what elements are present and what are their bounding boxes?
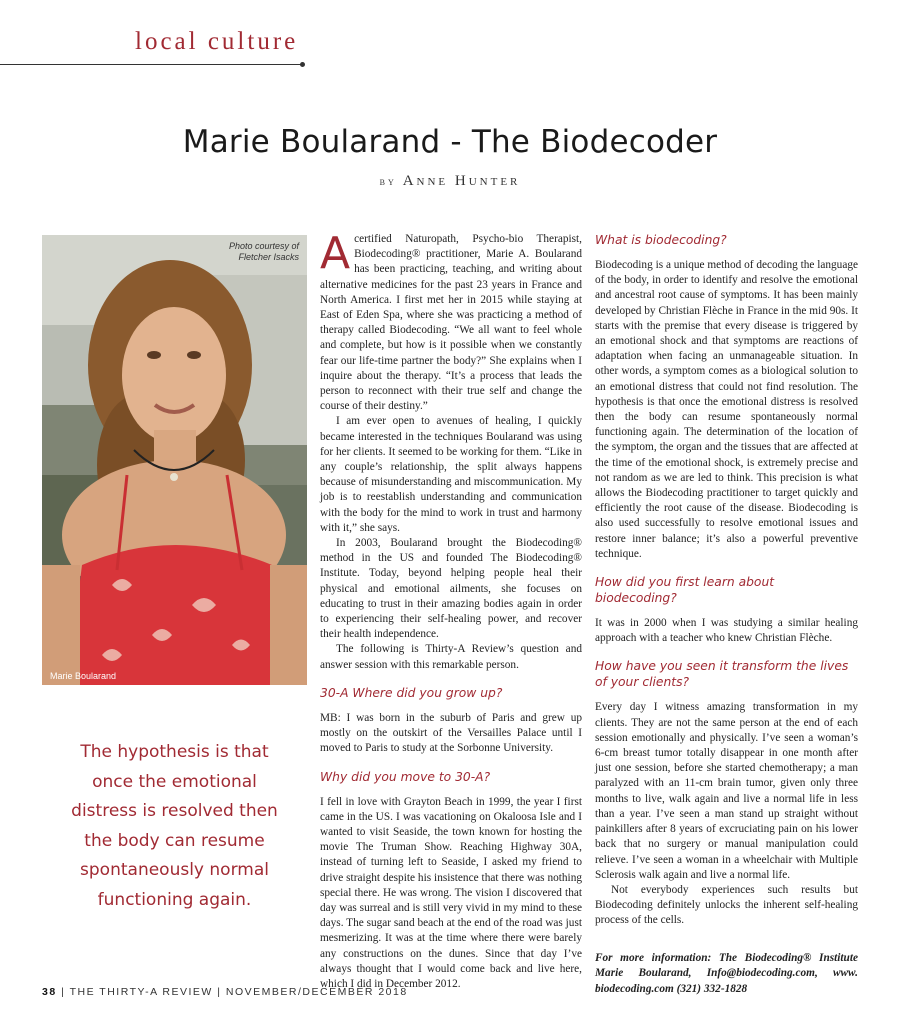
drop-cap: A xyxy=(320,228,351,279)
publication-info: THE THIRTY-A REVIEW | NOVEMBER/DECEMBER 2018 xyxy=(69,986,408,998)
byline xyxy=(0,173,900,190)
article-title: Marie Boularand - The Biodecoder xyxy=(182,124,718,160)
intro-paragraph-1-text: certified Naturopath, Psycho-bio Therapist, Biodecoding® practitioner, Marie A. Boularand has been practicing, teaching, and writing about alternative medicines for the past 23 years in France and North America. I first met her in 2015 while staying at East of Eden Spa, where she was practicing a method of therapy called Biodecoding. “We all want to feel whole and complete, but how is it possible when we constantly fear our life-time partner the body?” She explains when I inquire about the therapy. “It’s a process that leads the person to reconnect with their true self and change the course of their destiny.” xyxy=(320,233,582,413)
answer-paragraph: Every day I witness amazing transformation in my clients. They are not the same person at the end of each session emotionally and physically. I’ve seen a woman’s 6-cm breast tumor totally disappear in one month after just one session, before she started chemotherapy; a man paralyzed with an 11-cm brain tumor, given only three months to live, walk again and live a normal life in less than a year. I’ve seen a man stand up straight without painkillers after 8 years of excruciating pain on his lower back that no surgery or manual manipulation could relieve. I’ve seen a woman in a wheelchair with Multiple Sclerosis walk again and live a normal life. xyxy=(595,701,858,881)
intro-paragraph-1 xyxy=(320,228,582,414)
pull-quote: The hypothesis is that once the emotional distress is resolved then the body can resume spontaneously normal functioning again. xyxy=(71,742,278,910)
answer-paragraph: Not everybody experiences such results but Biodecoding definitely unlocks the inherent self-healing process of the cells. xyxy=(595,883,858,927)
article-column-right xyxy=(595,232,858,997)
question-heading: Why did you move to 30-A? xyxy=(320,769,491,784)
question-heading: How did you first learn about biodecoding? xyxy=(595,575,775,606)
intro-paragraph-2: I am ever open to avenues of healing, I quickly became interested in the techniques Boularand was using for her clients. It seemed to be working for them. “Like in any couple’s relationship, the split always happens because of misunderstanding and miscommunication. My job is to reestablish understanding and communication with the body for the mind to work in trust and harmony with it,” she says. xyxy=(320,415,582,534)
page-footer xyxy=(42,986,408,998)
question-heading: How have you seen it transform the lives of your clients? xyxy=(595,659,849,690)
photo-caption: Marie Boularand xyxy=(50,671,117,681)
section-divider-dot xyxy=(300,62,305,67)
photo-credit: Photo courtesy of Fletcher Isacks xyxy=(228,241,299,262)
section-label: local culture xyxy=(135,28,299,55)
intro-paragraph-4: The following is Thirty-A Review’s question and answer session with this remarkable person. xyxy=(320,643,582,671)
portrait-photo xyxy=(42,235,307,685)
section-divider xyxy=(0,64,302,65)
article-column-middle xyxy=(320,228,582,992)
question-heading: 30-A Where did you grow up? xyxy=(320,685,503,700)
portrait-illustration xyxy=(42,235,307,685)
answer-paragraph: MB: I was born in the suburb of Paris and grew up mostly on the outskirt of the Versailles Palace until I moved to Paris to study at the Sorbonne University. xyxy=(320,711,582,755)
contact-info: For more information: The Biodecoding® Institute Marie Boularand, Info@biodecoding.com, www. biodecoding.com (321) 332-1828 xyxy=(595,951,858,995)
question-heading: What is biodecoding? xyxy=(595,233,727,247)
intro-paragraph-3: In 2003, Boularand brought the Biodecoding® method in the US and founded The Biodecoding® Institute. Today, beyond helping people heal their physical and emotional ailments, she focuses on educating to trust in their amazing bodies again in order to experiencing their self-healing power, and recover their health independence. xyxy=(320,537,582,641)
byline-prefix: by xyxy=(379,174,397,188)
page-number: 38 xyxy=(42,986,57,998)
answer-paragraph: I fell in love with Grayton Beach in 1999, the year I first came in the US. I was vacationing on Okaloosa Isle and I wanted to visit Seaside, the town known for hosting the movie The Truman Show. Reaching Highway 30A, instead of turning left to Seaside, I asked my friend to drive straight despite his insistence that there was nothing special there. He was wrong. The vision I discovered that day was surreal and is still very vivid in my mind to these days. The sugar sand beach at the end of the road was just mesmerizing. It was at the time where there were barely any constructions on the dunes. Since that day I’ve always thought that I would come back and live here, which I did in December 2012. xyxy=(320,795,582,990)
answer-paragraph: It was in 2000 when I was studying a similar healing approach with a teacher who knew Christian Flèche. xyxy=(595,617,858,645)
byline-author: Anne Hunter xyxy=(402,173,521,189)
footer-separator: | xyxy=(61,986,66,998)
answer-paragraph: Biodecoding is a unique method of decoding the language of the body, in order to identify and resolve the emotional and ancestral root cause of symptoms. It has been mainly developed by Christian Flèche in France in the mid 90s. It starts with the premise that every disease is triggered by an emotional shock and that symptoms are reactions of adaptation when facing an unmanageable situation. In other words, a symptom comes as a biological solution to an emotional distress that could not find resolution. The hypothesis is that once the emotional distress is resolved then the body can resume spontaneously normal functioning again. The determination of the location of the symptom, the organ and the tissues that are affected at the time of the emotional shock, is extremely precise and not random as we are led to think. This precision is what allows the Biodecoding practitioner to target quickly and efficiently the root cause of the disease. Biodecoding is also used successfully to resolve emotional issues and restore inner balance; it’s also a powerful preventive technique. xyxy=(595,259,858,560)
